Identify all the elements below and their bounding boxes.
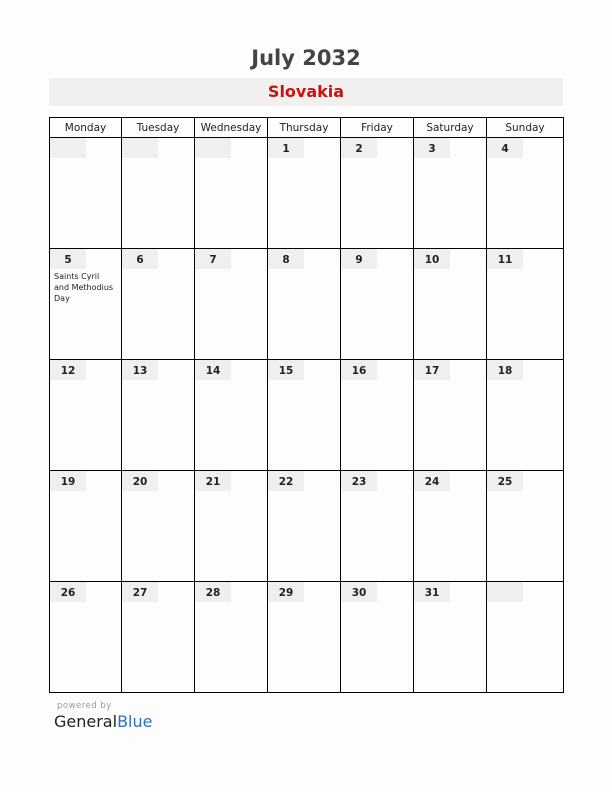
day-number <box>122 138 158 158</box>
day-number: 8 <box>268 249 304 269</box>
day-number: 7 <box>195 249 231 269</box>
weekday-header-thursday: Thursday <box>268 118 341 138</box>
day-number: 2 <box>341 138 377 158</box>
holiday-label: Saints Cyril and Methodius Day <box>54 272 114 303</box>
day-cell <box>414 471 487 582</box>
day-number: 30 <box>341 582 377 602</box>
day-cell <box>50 582 122 693</box>
day-cell <box>487 249 564 360</box>
week-row <box>50 582 564 693</box>
country-banner <box>49 78 563 106</box>
day-cell <box>487 471 564 582</box>
month-title: July 2032 <box>251 46 361 70</box>
weekday-header-tuesday: Tuesday <box>122 118 195 138</box>
day-cell <box>195 471 268 582</box>
day-cell <box>122 360 195 471</box>
day-number: 27 <box>122 582 158 602</box>
day-cell <box>195 249 268 360</box>
day-cell <box>341 582 414 693</box>
day-cell <box>50 471 122 582</box>
powered-by-label: powered by <box>57 701 112 711</box>
day-cell <box>268 138 341 249</box>
day-number: 12 <box>50 360 86 380</box>
calendar-grid <box>49 117 564 693</box>
day-number: 18 <box>487 360 523 380</box>
day-number: 10 <box>414 249 450 269</box>
country-name: Slovakia <box>267 82 345 101</box>
day-number: 6 <box>122 249 158 269</box>
day-cell <box>487 360 564 471</box>
day-number: 17 <box>414 360 450 380</box>
day-number: 1 <box>268 138 304 158</box>
day-number: 3 <box>414 138 450 158</box>
day-cell <box>122 138 195 249</box>
generalblue-logo[interactable] <box>54 712 152 731</box>
day-cell <box>268 360 341 471</box>
day-cell <box>195 582 268 693</box>
day-cell <box>50 138 122 249</box>
day-cell <box>341 249 414 360</box>
day-cell <box>487 138 564 249</box>
day-number <box>195 138 231 158</box>
day-number: 13 <box>122 360 158 380</box>
day-cell <box>122 582 195 693</box>
day-number: 22 <box>268 471 304 491</box>
day-cell <box>341 138 414 249</box>
day-number: 31 <box>414 582 450 602</box>
day-number <box>487 582 523 602</box>
weekday-header-friday: Friday <box>341 118 414 138</box>
day-number: 9 <box>341 249 377 269</box>
day-cell <box>122 249 195 360</box>
day-cell <box>195 360 268 471</box>
day-cell <box>50 249 122 360</box>
weekday-header-sunday: Sunday <box>487 118 564 138</box>
day-number: 26 <box>50 582 86 602</box>
weekday-header-monday: Monday <box>50 118 122 138</box>
day-number: 5 <box>50 249 86 269</box>
weekday-header-saturday: Saturday <box>414 118 487 138</box>
day-cell <box>50 360 122 471</box>
day-cell <box>268 582 341 693</box>
day-cell <box>414 360 487 471</box>
week-row <box>50 360 564 471</box>
day-cell <box>414 138 487 249</box>
day-number: 14 <box>195 360 231 380</box>
day-number: 11 <box>487 249 523 269</box>
week-row <box>50 471 564 582</box>
day-cell <box>122 471 195 582</box>
day-cell <box>195 138 268 249</box>
day-number: 4 <box>487 138 523 158</box>
day-number: 25 <box>487 471 523 491</box>
brand-general: General <box>54 712 118 731</box>
day-number: 29 <box>268 582 304 602</box>
day-cell <box>268 471 341 582</box>
day-cell <box>414 582 487 693</box>
day-cell <box>341 471 414 582</box>
day-number: 16 <box>341 360 377 380</box>
day-number: 28 <box>195 582 231 602</box>
weekday-header-wednesday: Wednesday <box>195 118 268 138</box>
day-cell <box>414 249 487 360</box>
day-cell <box>341 360 414 471</box>
day-number: 20 <box>122 471 158 491</box>
day-cell <box>268 249 341 360</box>
day-cell <box>487 582 564 693</box>
day-number <box>50 138 86 158</box>
week-row <box>50 249 564 360</box>
day-number: 23 <box>341 471 377 491</box>
day-number: 24 <box>414 471 450 491</box>
day-number: 19 <box>50 471 86 491</box>
brand-blue: Blue <box>117 712 153 731</box>
day-number: 21 <box>195 471 231 491</box>
week-row <box>50 138 564 249</box>
weekday-header-row <box>50 118 564 138</box>
day-number: 15 <box>268 360 304 380</box>
